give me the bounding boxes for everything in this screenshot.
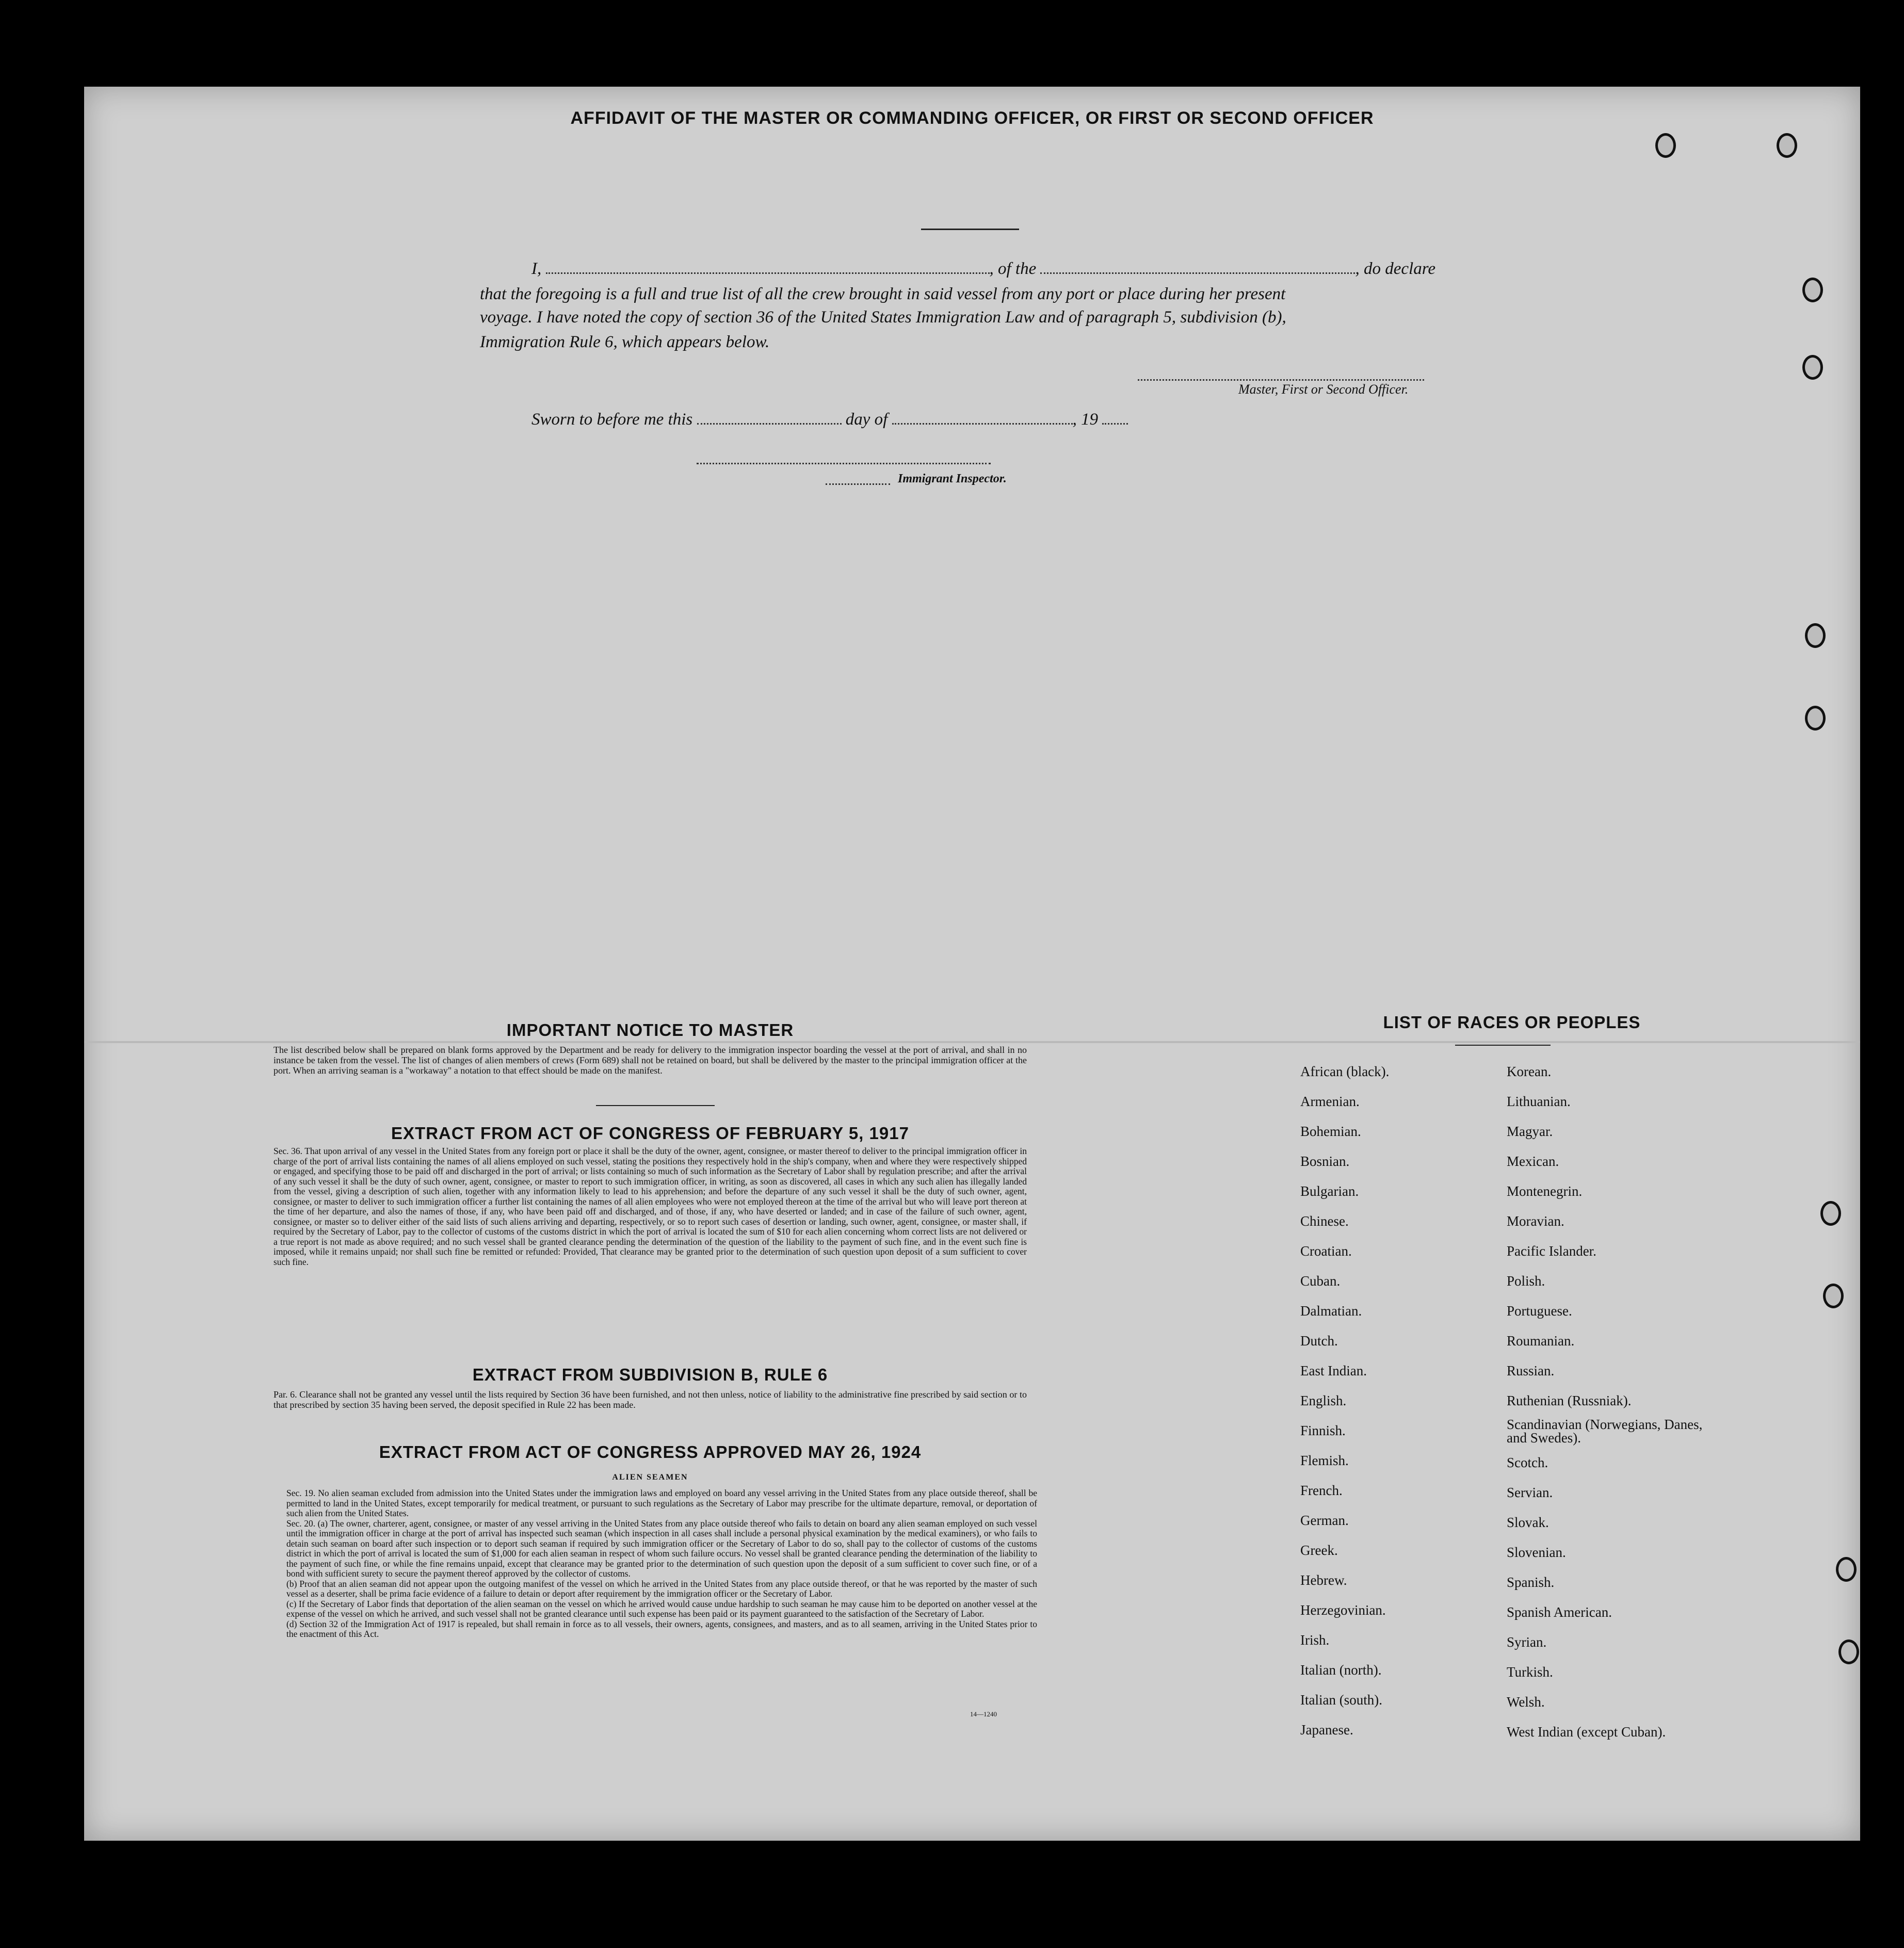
punch-hole xyxy=(1838,1639,1859,1664)
name-blank[interactable] xyxy=(546,272,990,274)
inspector-label: Immigrant Inspector. xyxy=(898,472,1007,485)
divider xyxy=(921,229,1019,230)
notice-body: The list described below shall be prepared on blank forms approved by the Department and be ready for delivery to the immigration inspector boarding the vessel at the port of arrival, and shall in no instance be taken from the vessel. The list of changes of alien members of crews (Form 689) shall not be retained on board, but shall be delivered by the master to the principal immigration officer at the port. When an arriving seaman is a "workaway" a notation to that effect should be made on the manifest. xyxy=(273,1045,1027,1076)
affidavit-line1 xyxy=(531,257,1465,281)
race-item: Dutch. xyxy=(1300,1333,1338,1349)
punch-hole xyxy=(1805,706,1826,730)
sworn-day-of: day of xyxy=(845,410,888,429)
race-item: Syrian. xyxy=(1507,1634,1547,1650)
race-item: Slovak. xyxy=(1507,1515,1549,1530)
fold-line xyxy=(84,1041,1860,1043)
race-item: Bulgarian. xyxy=(1300,1183,1359,1199)
sec20d: (d) Section 32 of the Immigration Act of 1917 is repealed, but shall remain in force as to all vessels, their owners, agents, consignees, and masters, and as to all seamen, arriving in the United States prior to the enactment of this Act. xyxy=(286,1618,1037,1639)
affidavit-declare: , do declare xyxy=(1355,259,1435,278)
punch-hole xyxy=(1802,278,1823,302)
extract-rule6-body: Par. 6. Clearance shall not be granted any vessel until the lists required by Section 36 have been furnished, and not then unless, notice of liability to the administrative fine prescribed by said section or to that prescribed by section 35 having been served, the deposit specified in Rule 22 has been made. xyxy=(273,1389,1027,1410)
punch-hole xyxy=(1836,1557,1857,1582)
affidavit-line3: voyage. I have noted the copy of section 36 of the United States Immigration Law and of paragraph 5, subdivision (b), xyxy=(480,308,1286,327)
race-item: English. xyxy=(1300,1393,1347,1408)
race-item: Cuban. xyxy=(1300,1273,1341,1289)
sworn-day-blank[interactable] xyxy=(697,423,842,425)
race-item: Spanish. xyxy=(1507,1574,1555,1590)
extract-1917-body: Sec. 36. That upon arrival of any vessel in the United States from any foreign port or place it shall be the duty of the owner, agent, consignee, or master thereof to deliver to the principal immigration officer in charge of the port of arrival lists containing the names of all aliens employed on such vessel, stating the positions they respectively hold in the ship's company, when and where they were respectively shipped or engaged, and specifying those to be paid off and discharged in the port of arrival; or lists containing so much of such information as the Secretary of Labor shall by regulation prescribe; and after the arrival of any such vessel it shall be the duty of such owner, agent, consignee, or master to report to such immigration officer, in writing, as soon as discovered, all cases in which any such alien has illegally landed from the vessel, giving a description of such alien, together with any information likely to lead to his apprehension; and before the departure of any such vessel it shall be the duty of such owner, agent, consignee, or master to deliver to such immigration officer a further list containing the names of all alien employees who were not employed thereon at the time of the arrival but who will leave port thereon at the time of her departure, and also the names of those, if any, who have been paid off and discharged, and of those, if any, who have deserted or landed; and in case of the failure of such owner, agent, consignee, or master so to deliver either of the said lists of such aliens arriving and departing, respectively, or so to report such cases of desertion or landing, such owner, agent, consignee, or master shall, if required by the Secretary of Labor, pay to the collector of customs of the customs district in which the port of arrival is located the sum of $10 for each alien concerning whom correct lists are not delivered or a true report is not made as above required; and no such vessel shall be granted clearance pending the determination of the question of the liability to the payment of such fine, and in the event such fine is imposed, while it remains unpaid; nor shall such fine be remitted or refunded: Provided, That clearance may be granted prior to the determination of such question upon deposit of a sum sufficient to cover such fine. xyxy=(273,1146,1027,1267)
affidavit-of-the: , of the xyxy=(989,259,1037,278)
divider xyxy=(596,1105,715,1106)
race-item: Scotch. xyxy=(1507,1455,1548,1470)
race-item: Roumanian. xyxy=(1507,1333,1575,1349)
notice-title: IMPORTANT NOTICE TO MASTER xyxy=(506,1020,794,1040)
inspector-dots xyxy=(826,483,890,485)
race-item: Chinese. xyxy=(1300,1213,1349,1229)
race-item: Servian. xyxy=(1507,1485,1553,1500)
races-title: LIST OF RACES OR PEOPLES xyxy=(1383,1013,1641,1032)
punch-hole xyxy=(1805,623,1826,648)
affidavit-i: I, xyxy=(531,259,542,278)
race-item: Spanish American. xyxy=(1507,1604,1612,1620)
affidavit-line2: that the foregoing is a full and true list of all the crew brought in said vessel from any port or place during her present xyxy=(480,285,1286,303)
extract-1924-body xyxy=(286,1488,1037,1639)
race-item: Irish. xyxy=(1300,1632,1330,1648)
race-item: East Indian. xyxy=(1300,1363,1367,1378)
race-item: Bosnian. xyxy=(1300,1154,1350,1169)
race-item: Russian. xyxy=(1507,1363,1555,1378)
race-item: Portuguese. xyxy=(1507,1303,1572,1319)
race-item: Polish. xyxy=(1507,1273,1545,1289)
race-item: French. xyxy=(1300,1483,1343,1498)
race-item: Korean. xyxy=(1507,1064,1552,1079)
affidavit-title: AFFIDAVIT OF THE MASTER OR COMMANDING OFFICER, OR FIRST OR SECOND OFFICER xyxy=(570,108,1374,128)
race-item: Herzegovinian. xyxy=(1300,1602,1386,1618)
race-item: Moravian. xyxy=(1507,1213,1564,1229)
sec20b: (b) Proof that an alien seaman did not appear upon the outgoing manifest of the vessel on which he arrived in the United States from any place outside thereof, or that he was reported by the master of such vessel as a deserter, shall be prima facie evidence of a failure to detain or deport after requirement by the immigration officer or the Secretary of Labor. xyxy=(286,1578,1037,1599)
race-item: African (black). xyxy=(1300,1064,1390,1079)
races-column-1 xyxy=(1300,1057,1496,1745)
race-item: Magyar. xyxy=(1507,1124,1553,1139)
form-number: 14—1240 xyxy=(970,1710,997,1718)
punch-hole xyxy=(1655,133,1676,158)
sec19: Sec. 19. No alien seaman excluded from admission into the United States under the immigration laws and employed on board any vessel arriving in the United States from any place outside thereof, shall be permitted to land in the United States, except temporarily for medical treatment, or pursuant to such regulations as the Secretary of Labor may prescribe for the ultimate departure, removal, or deportation of such alien from the United States. xyxy=(286,1488,1037,1518)
race-item: German. xyxy=(1300,1513,1349,1528)
sworn-text: Sworn to before me this xyxy=(531,410,693,429)
race-item: West Indian (except Cuban). xyxy=(1507,1724,1666,1740)
affidavit-line4: Immigration Rule 6, which appears below. xyxy=(480,333,770,351)
race-item: Bohemian. xyxy=(1300,1124,1361,1139)
sworn-year-blank[interactable] xyxy=(1102,423,1128,425)
sec20c: (c) If the Secretary of Labor finds that deportation of the alien seaman on the vessel on which he arrived would cause undue hardship to such seaman he may cause him to be deported on another vessel at the expense of the vessel on which he arrived, and such vessel shall not be granted clearance until such expense has been paid or its payment guaranteed to the satisfaction of the Secretary of Labor. xyxy=(286,1598,1037,1619)
master-label: Master, First or Second Officer. xyxy=(1238,382,1409,397)
sworn-line xyxy=(531,408,1202,431)
sec20a: Sec. 20. (a) The owner, charterer, agent, consignee, or master of any vessel arriving in the United States from any place outside thereof who fails to detain on board any alien seaman employed on such vessel until the immigration officer in charge at the port of arrival has inspected such seaman (which inspection in all cases shall include a personal physical examination by the medical examiners), or who fails to detain such seaman on board after such inspection or to deport such seaman if required by such immigration officer or the Secretary of Labor to do so, shall pay to the collector of customs of the customs district in which the port of arrival is located the sum of $1,000 for each alien seaman in respect of whom such failure occurs. No vessel shall be granted clearance pending the determination of the liability to the payment of such fine, or while the fine remains unpaid, except that clearance may be granted prior to the determination of such question upon the deposit of a sum sufficient to cover such fine, or of a bond with sufficient surety to secure the payment thereof approved by the collector of customs. xyxy=(286,1518,1037,1579)
extract-1924-title: EXTRACT FROM ACT OF CONGRESS APPROVED MAY 26, 1924 xyxy=(379,1442,922,1462)
race-item: Lithuanian. xyxy=(1507,1094,1571,1109)
extract-1917-title: EXTRACT FROM ACT OF CONGRESS OF FEBRUARY 5, 1917 xyxy=(391,1124,909,1143)
extract-rule6-title: EXTRACT FROM SUBDIVISION B, RULE 6 xyxy=(472,1365,828,1384)
race-item: Hebrew. xyxy=(1300,1572,1347,1588)
punch-hole xyxy=(1802,355,1823,380)
race-item: Scandinavian (Norwegians, Danes, and Swedes). xyxy=(1507,1417,1703,1446)
master-signature-line[interactable] xyxy=(1138,379,1424,381)
race-item: Slovenian. xyxy=(1507,1545,1566,1560)
race-item: Welsh. xyxy=(1507,1694,1545,1710)
race-item: Flemish. xyxy=(1300,1453,1349,1468)
race-item: Mexican. xyxy=(1507,1154,1559,1169)
divider xyxy=(1455,1045,1551,1046)
race-item: Montenegrin. xyxy=(1507,1183,1583,1199)
sworn-month-blank[interactable] xyxy=(892,423,1073,425)
vessel-blank[interactable] xyxy=(1040,272,1355,274)
race-item: Armenian. xyxy=(1300,1094,1360,1109)
punch-hole xyxy=(1820,1201,1841,1226)
inspector-signature-line[interactable] xyxy=(697,463,991,464)
punch-hole xyxy=(1823,1284,1844,1308)
race-item: Japanese. xyxy=(1300,1722,1353,1738)
race-item: Croatian. xyxy=(1300,1243,1352,1259)
race-item: Greek. xyxy=(1300,1543,1338,1558)
alien-seamen-subtitle: ALIEN SEAMEN xyxy=(612,1473,688,1482)
sworn-year: , 19 xyxy=(1072,410,1099,429)
race-item: Finnish. xyxy=(1300,1423,1346,1438)
race-item: Pacific Islander. xyxy=(1507,1243,1596,1259)
race-item: Italian (north). xyxy=(1300,1662,1382,1678)
race-item: Italian (south). xyxy=(1300,1692,1382,1708)
races-column-2 xyxy=(1507,1057,1723,1747)
punch-hole xyxy=(1777,133,1797,158)
race-item: Turkish. xyxy=(1507,1664,1553,1680)
race-item: Dalmatian. xyxy=(1300,1303,1362,1319)
race-item: Ruthenian (Russniak). xyxy=(1507,1393,1632,1408)
